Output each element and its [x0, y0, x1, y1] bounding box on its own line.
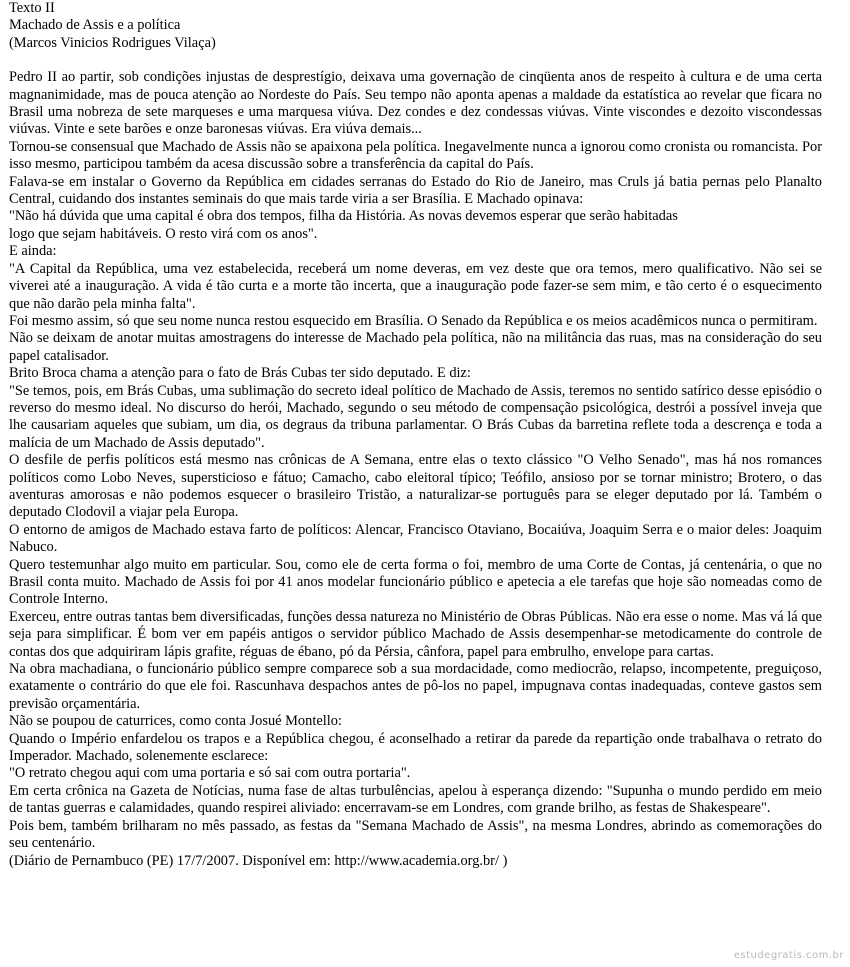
paragraph: Falava-se em instalar o Governo da República em cidades serranas do Estado do Rio de Janeiro, mas Cruls já batia pernas pelo Planalto Central, cuidando dos instantes seminais do que mais tarde viria a ser Brasília. E Machado opinava: — [9, 173, 822, 208]
article-source: (Diário de Pernambuco (PE) 17/7/2007. Disponível em: http://www.academia.org.br/ ) — [9, 852, 508, 869]
paragraph: Quero testemunhar algo muito em particular. Sou, como ele de certa forma o foi, membro de uma Corte de Contas, já centenária, o que no Brasil conta muito. Machado de Assis foi por 41 anos modelar funcionário público e apetecia a ele tarefas que hoje são nomeadas como de Controle Interno. — [9, 556, 822, 608]
paragraph: "A Capital da República, uma vez estabelecida, receberá um nome deveras, em vez deste que ora temos, mero qualificativo. Não sei se viverei até a inauguração. A vida é tão curta e a morte tão incerta, que a inauguração pode fazer-se sem mim, e tão certo é o esquecimento que não darão pela minha falta". — [9, 260, 822, 312]
paragraph: O entorno de amigos de Machado estava farto de políticos: Alencar, Francisco Otaviano, Bocaiúva, Joaquim Serra e o maior deles: Joaquim Nabuco. — [9, 521, 822, 556]
paragraph: Não se poupou de caturrices, como conta Josué Montello: — [9, 713, 342, 730]
article-author: (Marcos Vinicios Rodrigues Vilaça) — [9, 34, 216, 51]
paragraph: Não se deixam de anotar muitas amostragens do interesse de Machado pela política, não na militância das ruas, mas na consideração do seu papel catalisador. — [9, 330, 822, 364]
paragraph: Exerceu, entre outras tantas bem diversificadas, funções dessa natureza no Ministério de Obras Públicas. Não era esse o nome. Mas vá lá que seja para simplificar. É bom ver em papéis antigos o servidor público Machado de Assis desempenhar-se metodicamente do controle de contas dos que adquiriram lápis grafite, réguas de ébano, pó da Pérsia, cânfora, papel para embrulho, envelope para cartas. — [9, 608, 822, 660]
paragraph: "Não há dúvida que uma capital é obra dos tempos, filha da História. As novas devemos esperar que serão habitadas — [9, 208, 678, 225]
paragraph: Quando o Império enfardelou os trapos e a República chegou, é aconselhado a retirar da parede da repartição onde trabalhava o retrato do Imperador. Machado, solenemente esclarece: — [9, 730, 822, 765]
paragraph: Pois bem, também brilharam no mês passado, as festas da "Semana Machado de Assis", na mesma Londres, abrindo as comemorações do seu centenário. — [9, 817, 822, 852]
paragraph: "Se temos, pois, em Brás Cubas, uma sublimação do secreto ideal político de Machado de Assis, teremos no sentido satírico desse episódio o reverso do mesmo ideal. No discurso do herói, Machado, segundo o seu método de compensação psicológica, destrói a possível inveja que lhe causariam aqueles que subiam, um dia, os degraus da tribuna parlamentar. O Brás Cubas da barretina reflete toda a descrença e toda a malícia de um Machado de Assis deputado". — [9, 382, 822, 451]
paragraph: Pedro II ao partir, sob condições injustas de desprestígio, deixava uma governação de cinqüenta anos de respeito à cultura e de uma certa magnanimidade, mas de pouca atenção ao Nordeste do País. Seu tempo não aponta apenas a maldade da estatística ao revelar que ficara no Brasil uma nobreza de sete marqueses e uma marquesa viúva. Dez condes e dez condessas viúvas. Vinte viscondes e dezoito viscondessas viúvas. Vinte e sete barões e onze baronesas viúvas. Era viúva demais... — [9, 69, 822, 138]
text-label: Texto II — [9, 0, 55, 16]
paragraph: E ainda: — [9, 243, 57, 260]
site-watermark: estudegratis.com.br — [733, 950, 844, 961]
paragraph: Tornou-se consensual que Machado de Assis não se apaixona pela política. Inegavelmente nunca a ignorou como cronista ou romancista. Por isso mesmo, participou também da acesa discussão sobre a transferência da capital do País. — [9, 138, 822, 173]
paragraph: O desfile de perfis políticos está mesmo nas crônicas de A Semana, entre elas o texto clássico "O Velho Senado", mas há nos romances políticos como Lobo Neves, supersticioso e fátuo; Camacho, cabo eleitoral típico; Teófilo, ansioso por se tornar ministro; Brotero, o das aventuras amorosas e não podemos esquecer o brasileiro Tristão, a naturalizar-se português para se eleger deputado por lá. Também o deputado Clodovil a viajar pela Europa. — [9, 452, 822, 521]
article-body — [9, 69, 822, 852]
paragraph: Na obra machadiana, o funcionário público sempre comparece sob a sua mordacidade, como mediocrão, relapso, incompetente, preguiçoso, exatamente o contrário do que ele foi. Rascunhava despachos antes de pô-los no papel, impugnava contas inadequadas, conteve gastos sem previsão orçamentária. — [9, 661, 822, 712]
paragraph: Em certa crônica na Gazeta de Notícias, numa fase de altas turbulências, apelou à esperança dizendo: "Supunha o mundo perdido em meio de tantas guerras e calamidades, quando respirei aliviado: encerravam-se em Londres, com grande brilho, as festas de Shakespeare". — [9, 782, 822, 817]
paragraph: Foi mesmo assim, só que seu nome nunca restou esquecido em Brasília. O Senado da República e os meios acadêmicos nunca o permitiram. — [9, 312, 818, 329]
paragraph: logo que sejam habitáveis. O resto virá com os anos". — [9, 225, 318, 242]
document — [9, 0, 822, 870]
header-spacer — [9, 52, 822, 69]
paragraph: Brito Broca chama a atenção para o fato de Brás Cubas ter sido deputado. E diz: — [9, 365, 471, 382]
paragraph: "O retrato chegou aqui com uma portaria e só sai com outra portaria". — [9, 765, 411, 782]
article-title: Machado de Assis e a política — [9, 17, 181, 34]
